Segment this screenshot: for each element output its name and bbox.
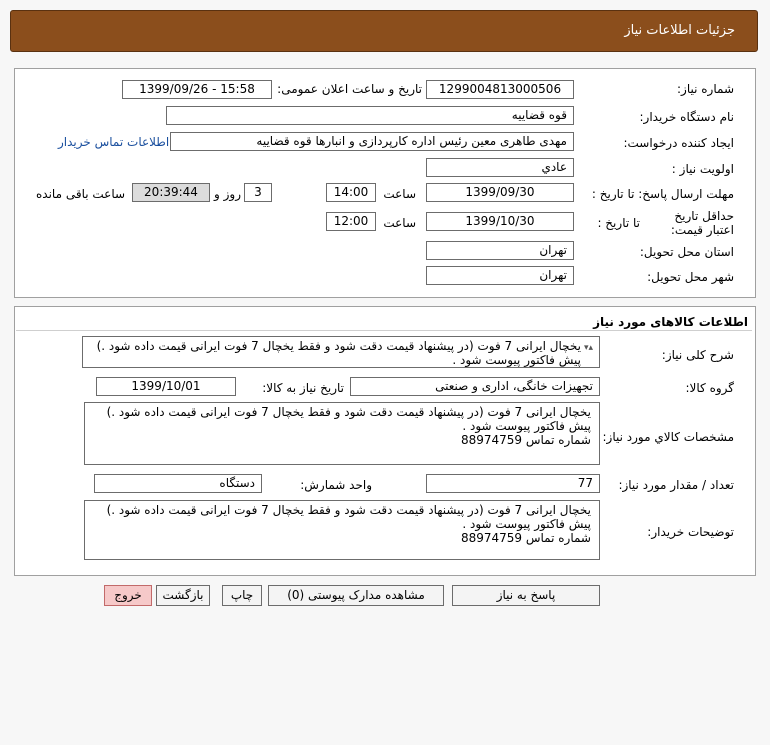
need-number-label: شماره نیاز: xyxy=(677,82,734,96)
priority-field: عادي xyxy=(426,158,574,177)
buyer-org-field: قوه قضاییه xyxy=(166,106,574,125)
notes-line: یخچال ایرانی 7 فوت (در پیشنهاد قیمت دقت شود و فقط یخچال 7 فوت ایرانی قیمت داده شود .) xyxy=(106,503,591,517)
requester-label: ایجاد کننده درخواست: xyxy=(623,136,734,150)
validity-to-label: تا تاریخ : xyxy=(597,216,640,230)
specs-line: شماره تماس 88974759 xyxy=(460,433,591,447)
remaining-time-field: 20:39:44 xyxy=(132,183,210,202)
need-date-field: 1399/10/01 xyxy=(96,377,236,396)
goods-section-title: اطلاعات کالاهای مورد نیاز xyxy=(593,315,748,329)
priority-label: اولویت نیاز : xyxy=(671,162,734,176)
deadline-time-field: 14:00 xyxy=(326,183,376,202)
specs-line: پیش فاکتور پیوست شود . xyxy=(462,419,591,433)
quantity-field: 77 xyxy=(426,474,600,493)
deadline-label: مهلت ارسال پاسخ: تا تاریخ : xyxy=(591,187,734,201)
quantity-label: تعداد / مقدار مورد نیاز: xyxy=(618,478,734,492)
remaining-label: ساعت باقی مانده xyxy=(36,187,126,201)
goods-group-label: گروه کالا: xyxy=(685,381,734,395)
reply-button[interactable]: پاسخ به نیاز xyxy=(452,585,600,606)
notes-line: شماره تماس 88974759 xyxy=(460,531,591,545)
view-attachments-button[interactable]: مشاهده مدارک پیوستی (0) xyxy=(268,585,444,606)
deadline-date-field: 1399/09/30 xyxy=(426,183,574,202)
deadline-time-label: ساعت xyxy=(383,187,416,201)
announce-datetime-label: تاریخ و ساعت اعلان عمومی: xyxy=(277,82,422,96)
specs-label: مشخصات کالاي مورد نياز: xyxy=(602,430,734,444)
page-title: جزئیات اطلاعات نیاز xyxy=(624,23,735,38)
back-button[interactable]: بازگشت xyxy=(156,585,210,606)
province-label: استان محل تحویل: xyxy=(639,245,734,259)
summary-line: پیش فاکتور پیوست شود . xyxy=(452,353,581,367)
buyer-notes-textarea[interactable] xyxy=(84,500,600,560)
validity-time-label: ساعت xyxy=(383,216,416,230)
unit-field: دستگاه xyxy=(94,474,262,493)
province-field: تهران xyxy=(426,241,574,260)
exit-button[interactable]: خروج xyxy=(104,585,152,606)
specs-line: یخچال ایرانی 7 فوت (در پیشنهاد قیمت دقت شود و فقط یخچال 7 فوت ایرانی قیمت داده شود .) xyxy=(106,405,591,419)
need-number-field: 1299004813000506 xyxy=(426,80,574,99)
resize-handle-icon[interactable]: ▴▾ xyxy=(583,343,593,353)
requester-field: مهدی طاهری معین رئیس اداره کارپردازی و انبارها قوه قضاییه xyxy=(170,132,574,151)
summary-label: شرح کلی نیاز: xyxy=(661,348,734,362)
validity-time-field: 12:00 xyxy=(326,212,376,231)
buyer-notes-label: توضیحات خریدار: xyxy=(647,525,734,539)
announce-datetime-field: 1399/09/26 - 15:58 xyxy=(122,80,272,99)
print-button[interactable]: چاپ xyxy=(222,585,262,606)
city-label: شهر محل تحویل: xyxy=(647,270,734,284)
validity-date-field: 1399/10/30 xyxy=(426,212,574,231)
notes-line: پیش فاکتور پیوست شود . xyxy=(462,517,591,531)
page-header xyxy=(10,10,758,52)
specs-textarea[interactable] xyxy=(84,402,600,465)
city-field: تهران xyxy=(426,266,574,285)
remaining-days-field: 3 xyxy=(244,183,272,202)
summary-textarea[interactable] xyxy=(82,336,600,368)
buyer-org-label: نام دستگاه خریدار: xyxy=(639,110,734,124)
buyer-contact-link[interactable]: اطلاعات تماس خریدار xyxy=(58,135,170,149)
validity-label: حداقل تاریخ اعتبار قیمت: xyxy=(670,209,734,237)
need-info-panel xyxy=(14,68,756,298)
summary-line: یخچال ایرانی 7 فوت (در پیشنهاد قیمت دقت شود و فقط یخچال 7 فوت ایرانی قیمت داده شود .) xyxy=(96,339,581,353)
unit-label: واحد شمارش: xyxy=(300,478,372,492)
need-date-label: تاریخ نیاز به کالا: xyxy=(262,381,344,395)
goods-group-field: تجهیزات خانگی، اداری و صنعتی xyxy=(350,377,600,396)
section-divider xyxy=(16,330,752,331)
days-label: روز و xyxy=(214,187,241,201)
